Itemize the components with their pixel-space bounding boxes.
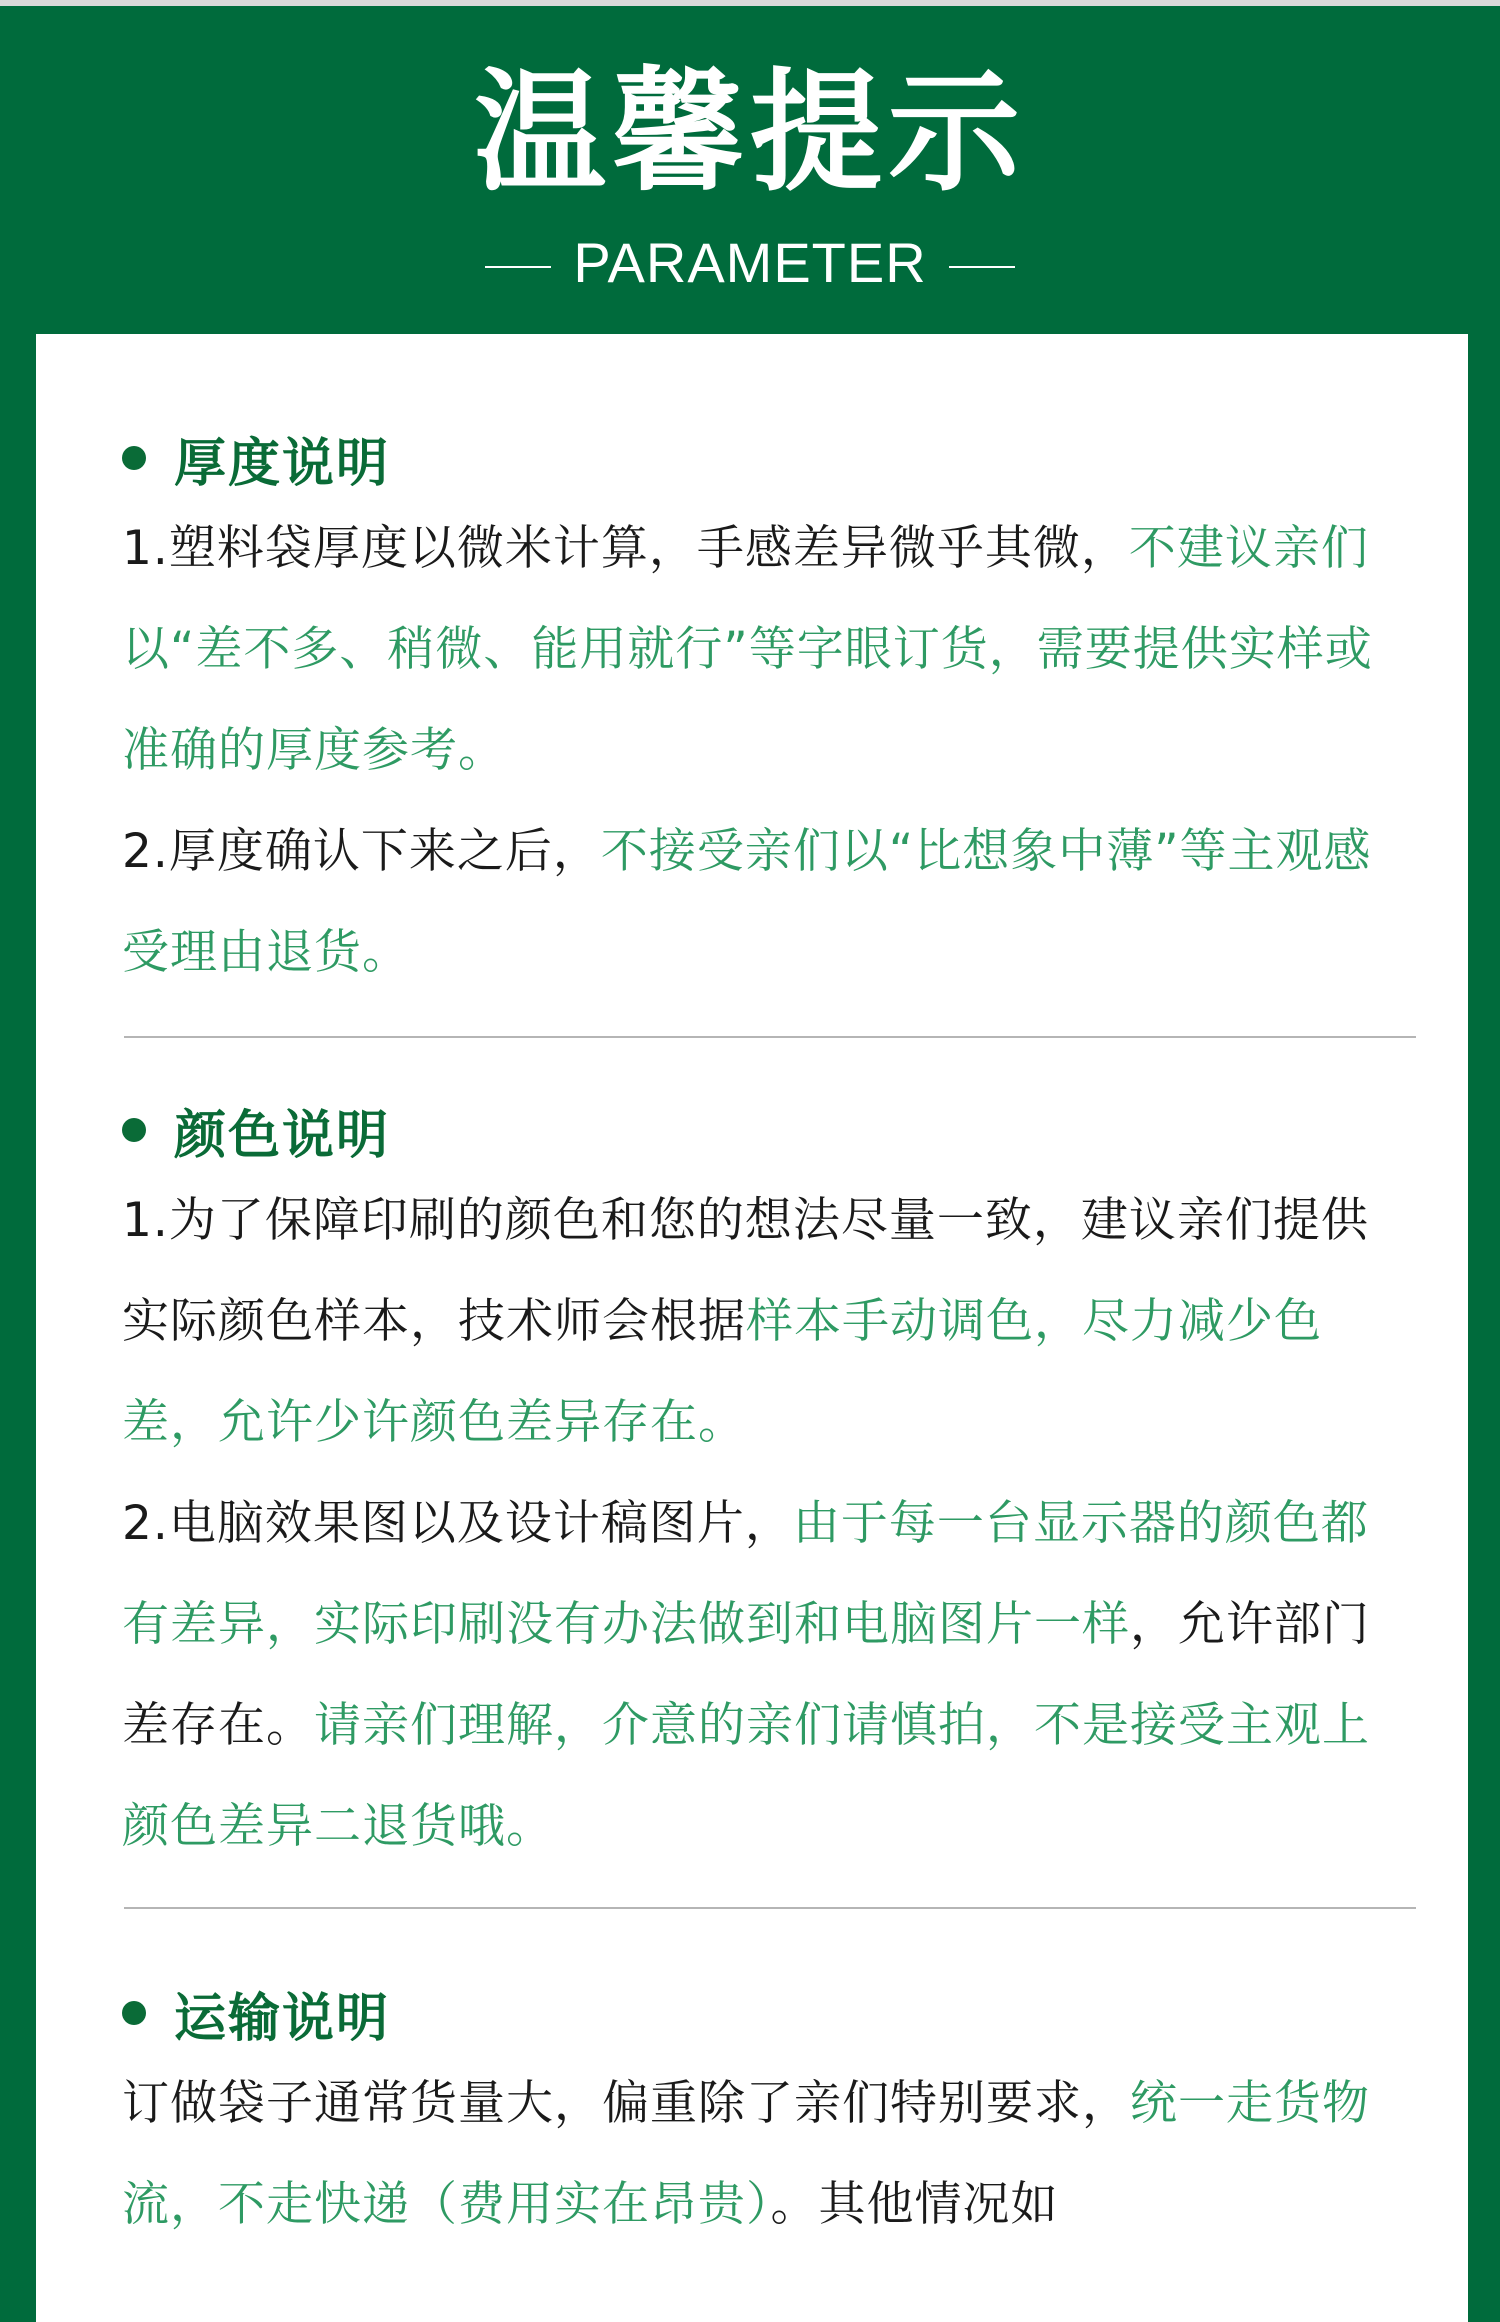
paragraph xyxy=(122,801,1380,1003)
section-shipping xyxy=(36,1909,1468,2255)
section-title: 颜色说明 xyxy=(174,1105,391,1166)
paragraph-highlight: 样本手动调色，尽力减少色差，允许少许颜色差异存在。 xyxy=(122,1294,1322,1450)
page-title: 温馨提示 xyxy=(474,56,1026,210)
section-title: 运输说明 xyxy=(174,1988,391,2049)
paragraph xyxy=(122,1170,1380,1473)
paragraph-highlight: 统一走货物流，不走快递（费用实在昂贵） xyxy=(122,2076,1370,2232)
paragraph-text: 2.电脑效果图以及设计稿图片， xyxy=(122,1496,793,1551)
paragraph-text: 。其他情况如 xyxy=(770,2177,1059,2232)
paragraph-highlight: 请亲们理解，介意的亲们请慎拍，不是接受主观上颜色差异二退货哦。 xyxy=(122,1698,1370,1854)
bullet-icon xyxy=(122,446,146,470)
section-color xyxy=(36,1038,1468,1877)
paragraph-text: 1.为了保障印刷的颜色和您的想法尽量一致，建议亲们提供实际颜色样本，技术师会根据 xyxy=(122,1193,1369,1349)
section-header xyxy=(122,418,1380,498)
paragraph-highlight: 不建议亲们以“差不多、稍微、能用就行”等字眼订货，需要提供实样或准确的厚度参考。 xyxy=(122,521,1373,778)
section-header xyxy=(122,1973,1380,2053)
paragraph-text: 1.塑料袋厚度以微米计算，手感差异微乎其微， xyxy=(122,521,1129,576)
bullet-icon xyxy=(122,1118,146,1142)
subtitle-dash-left xyxy=(485,266,551,268)
header-banner xyxy=(0,6,1500,328)
paragraph xyxy=(122,2053,1380,2255)
section-thickness xyxy=(36,334,1468,1003)
paragraph-text: 订做袋子通常货量大，偏重除了亲们特别要求， xyxy=(122,2076,1130,2131)
paragraph-text: ，允许部门差存在。 xyxy=(122,1597,1370,1753)
content-card xyxy=(36,334,1468,2322)
subtitle-dash-right xyxy=(949,266,1015,268)
paragraph-highlight: 由于每一台显示器的颜色都有差异，实际印刷没有办法做到和电脑图片一样 xyxy=(122,1496,1369,1652)
paragraph-highlight: 不接受亲们以“比想象中薄”等主观感受理由退货。 xyxy=(122,824,1372,980)
section-title: 厚度说明 xyxy=(174,433,391,494)
paragraph-text: 2.厚度确认下来之后， xyxy=(122,824,601,879)
section-header xyxy=(122,1090,1380,1170)
page-subtitle xyxy=(0,228,1500,298)
paragraph xyxy=(122,498,1380,801)
subtitle-text: PARAMETER xyxy=(573,231,927,294)
bullet-icon xyxy=(122,2001,146,2025)
paragraph xyxy=(122,1473,1380,1877)
